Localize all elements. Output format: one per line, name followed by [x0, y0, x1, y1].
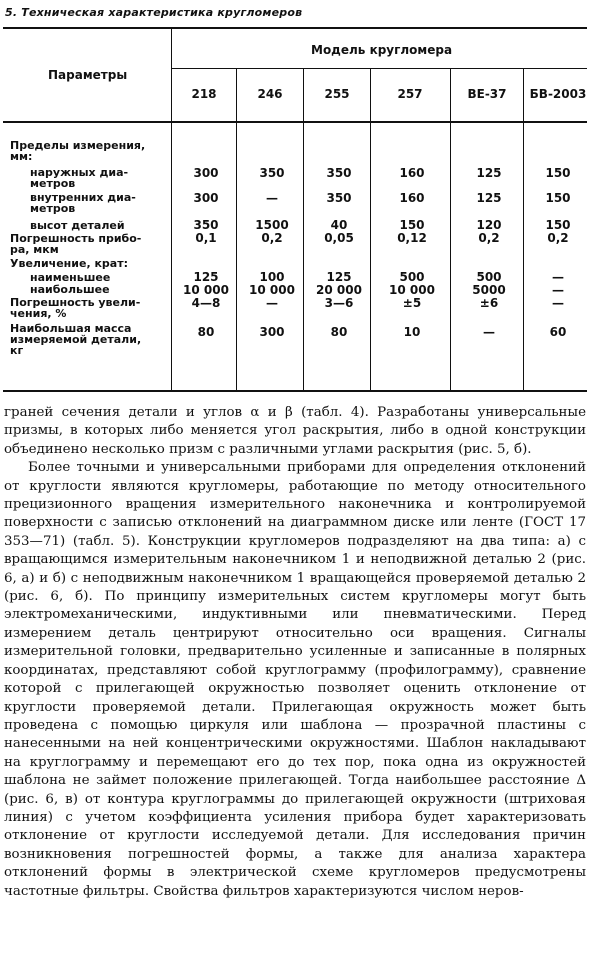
- param-label: наибольшее: [30, 283, 110, 296]
- table-cell: —: [266, 191, 278, 205]
- param-label: измеряемой детали,: [10, 333, 142, 346]
- params-column-divider: [171, 27, 172, 391]
- paragraph: граней сечения детали и углов α и β (табл. 4). Разработаны универсальные призмы, в которых либо меняется угол раскрытия, либо в одной конструкции объединено несколько призм с различными углами раскрытия (рис. 5, б).: [4, 405, 586, 457]
- table-cell: 125: [476, 166, 502, 180]
- table-cell: 1500: [255, 218, 289, 232]
- table-cell: 350: [326, 191, 352, 205]
- table-cell: —: [552, 270, 564, 284]
- param-label: метров: [30, 177, 76, 190]
- param-label: Пределы измерения,: [10, 139, 146, 152]
- param-label: Погрешность прибо-: [10, 232, 142, 245]
- table-cell: —: [552, 283, 564, 297]
- model-header: Модель кругломера: [311, 43, 453, 57]
- table-cell: 350: [193, 218, 219, 232]
- table-cell: —: [552, 296, 564, 310]
- param-label: метров: [30, 202, 76, 215]
- table-cell: 500: [476, 270, 502, 284]
- table-cell: 125: [193, 270, 219, 284]
- model-column-header: БВ-2003: [529, 87, 587, 101]
- table-top-rule: [3, 27, 587, 29]
- table-cell: 0,1: [195, 231, 217, 245]
- table-cell: 125: [326, 270, 352, 284]
- column-divider: [370, 68, 371, 391]
- param-label: Увеличение, крат:: [10, 257, 128, 270]
- param-label: Наибольшая масса: [10, 322, 132, 335]
- table-cell: 350: [326, 166, 352, 180]
- table-cell: 20 000: [316, 283, 362, 297]
- column-divider: [236, 68, 237, 391]
- table-cell: 125: [476, 191, 502, 205]
- table-cell: 5000: [472, 283, 506, 297]
- table-cell: 100: [259, 270, 285, 284]
- param-label: Погрешность увели-: [10, 296, 141, 309]
- column-divider: [303, 68, 304, 391]
- param-label: мм:: [10, 150, 33, 163]
- parameters-header: Параметры: [48, 68, 128, 82]
- table-cell: 150: [545, 166, 571, 180]
- table-cell: 10 000: [389, 283, 435, 297]
- table-cell: 0,2: [478, 231, 500, 245]
- table-cell: —: [483, 325, 495, 339]
- table-cell: 0,05: [324, 231, 354, 245]
- table-cell: 0,12: [397, 231, 427, 245]
- table-cell: 500: [399, 270, 425, 284]
- param-label: внутренних диа-: [30, 191, 136, 204]
- table-cell: ±6: [479, 296, 499, 310]
- table-cell: 10 000: [183, 283, 229, 297]
- param-label: наименьшее: [30, 271, 111, 284]
- table-cell: 10: [403, 325, 421, 339]
- column-divider: [450, 68, 451, 391]
- table-bottom-rule: [3, 390, 587, 392]
- table-cell: —: [266, 296, 278, 310]
- table-cell: 120: [476, 218, 502, 232]
- param-label: ра, мкм: [10, 243, 59, 256]
- table-cell: 80: [330, 325, 348, 339]
- table-cell: 160: [399, 166, 425, 180]
- body-text: [4, 404, 586, 901]
- table-cell: ±5: [402, 296, 422, 310]
- table-cell: 160: [399, 191, 425, 205]
- table-cell: 150: [545, 218, 571, 232]
- model-column-header: 255: [324, 87, 350, 101]
- table-cell: 0,2: [547, 231, 569, 245]
- table-cell: 350: [259, 166, 285, 180]
- table-cell: 300: [193, 191, 219, 205]
- table-cell: 10 000: [249, 283, 295, 297]
- table-cell: 3—6: [324, 296, 354, 310]
- param-label: высот деталей: [30, 219, 125, 232]
- param-label: чения, %: [10, 307, 67, 320]
- model-column-header: 218: [191, 87, 217, 101]
- table-cell: 80: [197, 325, 215, 339]
- model-column-header: 246: [257, 87, 283, 101]
- table-cell: 300: [193, 166, 219, 180]
- table-cell: 150: [545, 191, 571, 205]
- table-cell: 40: [330, 218, 348, 232]
- param-label: наружных диа-: [30, 166, 129, 179]
- model-column-header: ВЕ-37: [467, 87, 507, 101]
- table-cell: 300: [259, 325, 285, 339]
- paragraph: Более точными и универсальными приборами для определения отклонений от круглости являются кругломеры, работающие по методу относительного прецизионного вращения измерительного наконечника и контролируемой поверхности с записью отклонений на диаграммном диске или ленте (ГОСТ 17 353—71) (табл. 5). Конструкции кругломеров подразделяют на два типа: а) с вращающимся измерительным наконечником 1 и неподвижной деталью 2 (рис. 6, а) и б) с неподвижным наконечником 1 вращающейся проверяемой деталью 2 (рис. 6, б). По принципу измерительных систем кругломеры могут быть электромеханическими, индуктивными или пневматическими. Перед измерением деталь центрируют относительно оси вращения. Сигналы измерительной головки, предварительно усиленные и записанные в полярных координатах, представляют собой круглограмму (профилограмму), сравнение которой с прилегающей окружностью позволяет оценить отклонение от круглости проверяемой детали. Прилегающая окружность может быть проведена с помощью циркуля или шаблона — прозрачной пластины с нанесенными на ней концентрическими окружностями. Шаблон накладывают на круглограмму и перемещают его до тех пор, пока одна из окружностей шаблона не займет положение прилегающей. Тогда наибольшее расстояние Δ (рис. 6, в) от контура круглограммы до прилегающей окружности (штриховая линия) с учетом коэффициента усиления прибора будет характеризовать отклонение от круглости исследуемой детали. Для исследования причин возникновения погрешностей формы, а также для анализа характера отклонений формы в электрической схеме кругломеров предусмотрены частотные фильтры. Свойства фильтров характеризуются числом неров-: [4, 460, 586, 899]
- table-cell: 150: [399, 218, 425, 232]
- model-subheader-rule: [171, 68, 587, 69]
- table-caption: 5. Техническая характеристика кругломеров: [5, 6, 303, 19]
- table-header-rule: [3, 121, 587, 123]
- param-label: кг: [10, 344, 24, 357]
- table-cell: 0,2: [261, 231, 283, 245]
- table-cell: 60: [549, 325, 567, 339]
- model-column-header: 257: [397, 87, 423, 101]
- table-cell: 4—8: [191, 296, 221, 310]
- column-divider: [523, 68, 524, 391]
